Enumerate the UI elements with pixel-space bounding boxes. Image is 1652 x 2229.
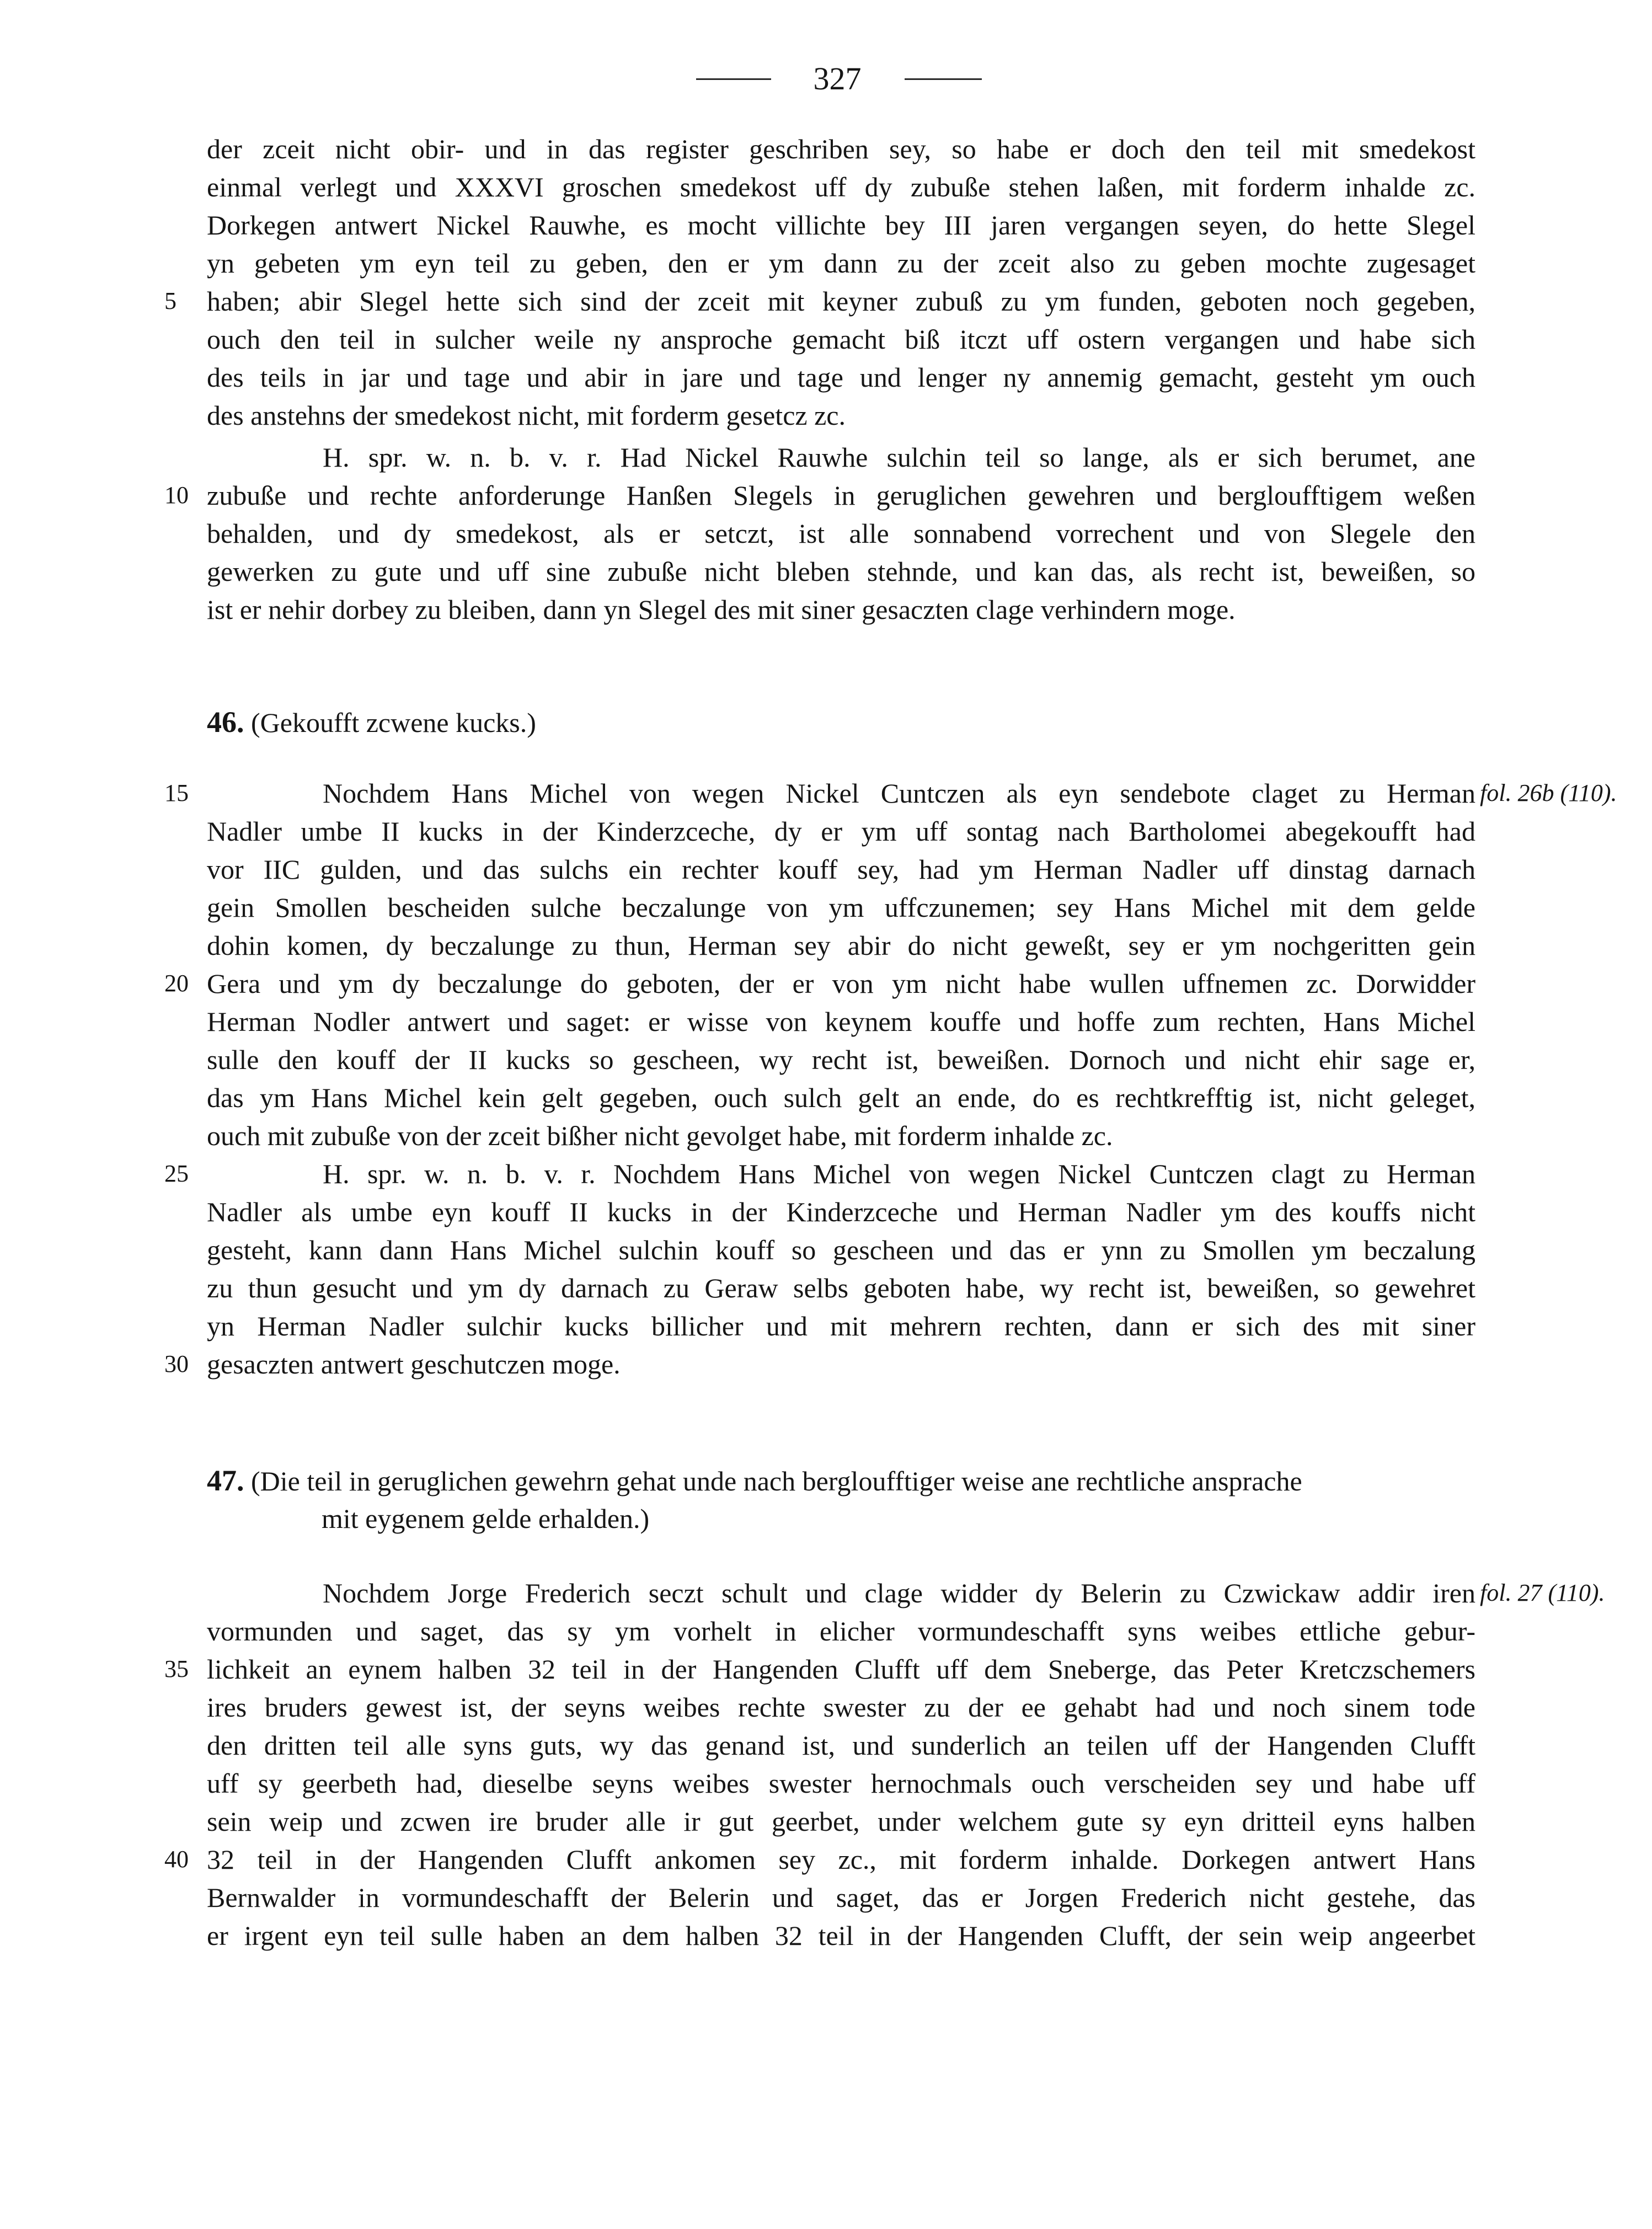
line-number: 5 — [164, 287, 177, 314]
text-line: uff sy geerbeth had, dieselbe seyns weibes swester hernochmals ouch verscheiden sey und habe uff — [207, 1768, 1475, 1799]
text-line: Nochdem Hans Michel von wegen Nickel Cuntczen als eyn sendebote claget zu Herman — [323, 778, 1475, 809]
text-line: Bernwalder in vormundeschafft der Belerin und saget, das er Jorgen Frederich nicht gestehe, das — [207, 1882, 1475, 1913]
text-line: zubuße und rechte anforderunge Hanßen Slegels in geruglichen gewehren und bergloufftigem weßen — [207, 480, 1475, 511]
text-line: lichkeit an eynem halben 32 teil in der Hangenden Clufft uff dem Sneberge, das Peter Kretczschemers — [207, 1654, 1475, 1685]
line-number: 25 — [164, 1160, 189, 1187]
text-line: gewerken zu gute und uff sine zubuße nicht bleben stehnde, und kan das, als recht ist, beweißen, so — [207, 556, 1475, 587]
text-line: vormunden und saget, das sy ym vorhelt in elicher vormundeschafft syns weibes ettliche gebur- — [207, 1616, 1475, 1647]
text-line: das ym Hans Michel kein gelt gegeben, ouch sulch gelt an ende, do es rechtkrefftig ist, nicht geleget, — [207, 1082, 1475, 1113]
text-line: er irgent eyn teil sulle haben an dem halben 32 teil in der Hangenden Clufft, der sein weip angeerbet — [207, 1920, 1475, 1951]
header-rule-left — [696, 78, 771, 80]
section-title-line-1: (Die teil in geruglichen gewehrn gehat unde nach bergloufftiger weise ane rechtliche ansprache — [251, 1466, 1302, 1496]
text-line: sein weip und zcwen ire bruder alle ir gut geerbet, under welchem gute sy eyn dritteil eyns halben — [207, 1806, 1475, 1837]
text-line: gesaczten antwert geschutczen moge. — [207, 1349, 621, 1380]
text-line: gein Smollen bescheiden sulche beczalunge von ym uffczunemen; sey Hans Michel mit dem gelde — [207, 892, 1475, 923]
folio-note: fol. 27 (110). — [1480, 1579, 1605, 1606]
text-line: ouch mit zubuße von der zceit bißher nicht gevolget habe, mit forderm inhalde zc. — [207, 1120, 1113, 1151]
text-line: H. spr. w. n. b. v. r. Had Nickel Rauwhe sulchin teil so lange, als er sich berumet, ane — [323, 442, 1475, 473]
text-line: vor IIC gulden, und das sulchs ein rechter kouff sey, had ym Herman Nadler uff dinstag darnach — [207, 854, 1475, 885]
line-number: 30 — [164, 1350, 189, 1377]
folio-note: fol. 26b (110). — [1480, 779, 1617, 806]
text-line: Gera und ym dy beczalunge do geboten, der er von ym nicht habe wullen uffnemen zc. Dorwidder — [207, 968, 1475, 999]
section-number: 46. — [207, 705, 244, 739]
line-number: 15 — [164, 779, 189, 806]
text-line: zu thun gesucht und ym dy darnach zu Geraw selbs geboten habe, wy recht ist, beweißen, so gewehret — [207, 1273, 1475, 1303]
section-number: 47. — [207, 1464, 244, 1497]
text-line: ist er nehir dorbey zu bleiben, dann yn Slegel des mit siner gesaczten clage verhindern moge. — [207, 594, 1236, 625]
text-line: der zceit nicht obir- und in das register geschriben sey, so habe er doch den teil mit smedekost — [207, 133, 1475, 164]
text-line: Nadler als umbe eyn kouff II kucks in der Kinderzceche und Herman Nadler ym des kouffs nicht — [207, 1196, 1475, 1227]
text-line: den dritten teil alle syns guts, wy das genand ist, und sunderlich an teilen uff der Hangenden Clufft — [207, 1730, 1475, 1761]
text-line: 32 teil in der Hangenden Clufft ankomen sey zc., mit forderm inhalde. Dorkegen antwert Hans — [207, 1844, 1475, 1875]
text-line: behalden, und dy smedekost, als er setczt, ist alle sonnabend vorrechent und von Slegele den — [207, 518, 1475, 549]
text-line: dohin komen, dy beczalunge zu thun, Herman sey abir do nicht geweßt, sey er ym nochgeritten gein — [207, 930, 1475, 961]
text-line: einmal verlegt und XXXVI groschen smedekost uff dy zubuße stehen laßen, mit forderm inhalde zc. — [207, 172, 1475, 202]
page-header — [0, 60, 1652, 98]
header-rule-right — [905, 78, 982, 80]
text-line: des teils in jar und tage und abir in jare und tage und lenger ny annemig gemacht, gesteht ym ouch — [207, 362, 1475, 393]
line-number: 35 — [164, 1655, 189, 1682]
section-heading-47 — [207, 1461, 1475, 1500]
text-line: H. spr. w. n. b. v. r. Nochdem Hans Michel von wegen Nickel Cuntczen clagt zu Herman — [323, 1158, 1475, 1189]
text-line: sulle den kouff der II kucks so gescheen, wy recht ist, beweißen. Dornoch und nicht ehir sage er, — [207, 1044, 1475, 1075]
section-title-line-2: mit eygenem gelde erhalden.) — [322, 1503, 650, 1534]
text-line: Nochdem Jorge Frederich seczt schult und clage widder dy Belerin zu Czwickaw addir iren — [323, 1578, 1475, 1608]
section-title: (Gekoufft zcwene kucks.) — [251, 707, 536, 738]
line-number: 10 — [164, 482, 189, 509]
text-line: Dorkegen antwert Nickel Rauwhe, es mocht villichte bey III jaren vergangen seyen, do hette Slegel — [207, 210, 1475, 240]
section-heading-46 — [207, 703, 1475, 741]
text-line: Nadler umbe II kucks in der Kinderzceche, dy er ym uff sontag nach Bartholomei abegekoufft had — [207, 816, 1475, 847]
text-line: yn gebeten ym eyn teil zu geben, den er ym dann zu der zceit also zu geben mochte zugesaget — [207, 248, 1475, 279]
text-line: gesteht, kann dann Hans Michel sulchin kouff so gescheen und das er ynn zu Smollen ym beczalung — [207, 1234, 1475, 1265]
line-number: 40 — [164, 1846, 189, 1873]
text-line: ouch den teil in sulcher weile ny ansproche gemacht biß itczt uff ostern vergangen und habe sich — [207, 324, 1475, 355]
text-line: ires bruders gewest ist, der seyns weibes rechte swester zu der ee gehabt had und noch sinem tode — [207, 1692, 1475, 1723]
text-line: yn Herman Nadler sulchir kucks billicher und mit mehrern rechten, dann er sich des mit siner — [207, 1311, 1475, 1341]
line-number: 20 — [164, 970, 189, 997]
text-line: des anstehns der smedekost nicht, mit forderm gesetcz zc. — [207, 400, 846, 431]
text-line: Herman Nodler antwert und saget: er wisse von keynem kouffe und hoffe zum rechten, Hans Michel — [207, 1006, 1475, 1037]
page-number: 327 — [813, 61, 862, 97]
text-line: haben; abir Slegel hette sich sind der zceit mit keyner zubuß zu ym funden, geboten noch gegeben, — [207, 286, 1475, 317]
